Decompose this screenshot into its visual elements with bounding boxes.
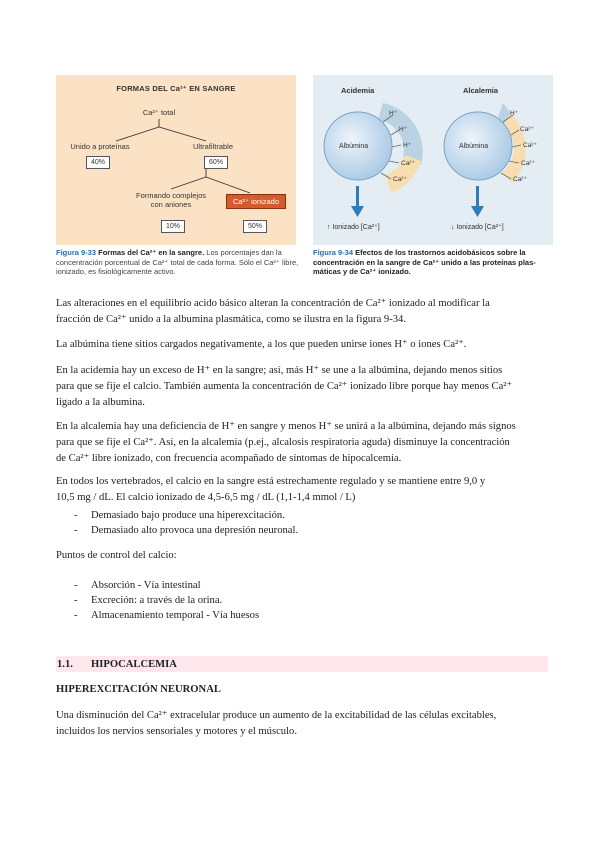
list-item: Excreción: a través de la orina. (91, 595, 223, 606)
figure-33-caption (56, 248, 300, 277)
ca-r1: Ca²⁺ (520, 126, 534, 133)
paragraph-albumin: La albúmina tiene sitios cargados negativamente, a los que pueden unirse iones H⁺ o iones Ca²⁺. (56, 339, 467, 350)
caption-33-number: Figura 9-33 (56, 248, 97, 257)
ionized-ca-box: Ca²⁺ ionizado (226, 194, 286, 209)
paragraph-hypocalcemia (56, 708, 548, 740)
p7-line-2: incluidos los nervios sensoriales y motores y el músculo. (56, 726, 297, 737)
p5-line-1: En todos los vertebrados, el calcio en la sangre está estrechamente regulado y se mantiene entre 9,0 y (56, 476, 486, 487)
ca-l1: Ca²⁺ (401, 160, 415, 167)
down-arrow-glyph: ↓ (451, 224, 455, 231)
ultrafiltrable-pct: 60% (204, 156, 228, 169)
bound-pct: 40% (86, 156, 110, 169)
figure-34-caption (313, 248, 557, 277)
caption-33-text-2: concentración porcentual de Ca²⁺ total de cada forma. Sólo el Ca²⁺ libre, (56, 257, 299, 267)
caption-33-text-3: ionizado, es fisiológicamente activo. (56, 267, 176, 276)
paragraph-regulation (56, 474, 548, 506)
paragraph-acid-base (56, 296, 548, 328)
left-result (327, 223, 380, 231)
ca-r4: Ca²⁺ (513, 176, 527, 183)
p3-line-3: ligado a la albumina. (56, 397, 145, 408)
caption-33-text-1: Los porcentajes dan la (204, 248, 282, 257)
p4-line-3: de Ca²⁺ libre ionizado, con frecuencia acompañado de síntomas de hipocalcemia. (56, 453, 402, 464)
complexes-pct: 10% (161, 220, 185, 233)
list-marker: - (74, 580, 78, 591)
hplus-l2: H⁺ (399, 126, 408, 133)
caption-34-line-2: concentración en la sangre de Ca²⁺ unido a las proteínas plas- (313, 257, 536, 267)
albumin-diagram (313, 75, 553, 245)
caption-33-title: Formas del Ca²⁺ en la sangre. (98, 248, 205, 257)
p1-line-1: Las alteraciones en el equilibrio acido básico alteran la concentración de Ca²⁺ ionizado al modificar la (56, 298, 490, 309)
albumin-label-right: Albúmina (459, 143, 489, 150)
list-marker: - (74, 525, 78, 536)
list-item: Absorción - Vía intestinal (91, 580, 201, 591)
figure-ca-forms (56, 75, 296, 245)
bound-label: Unido a proteínas (70, 142, 130, 151)
list-marker: - (74, 510, 78, 521)
list-item: Demasiado alto provoca una depresión neuronal. (91, 525, 299, 536)
list-item: Demasiado bajo produce una hiperexcitación. (91, 510, 285, 521)
alcalemia-title: Alcalemia (463, 86, 499, 95)
p7-line-1: Una disminución del Ca²⁺ extracelular produce un aumento de la excitabilidad de las células excitables, (56, 710, 497, 721)
arrow-right-down (471, 186, 484, 217)
p5-line-2: 10,5 mg / dL. El calcio ionizado de 4,5-6,5 mg / dL (1,1-1,4 mmol / L) (56, 492, 356, 503)
hplus-l3: H⁺ (403, 142, 412, 149)
acidemia-title: Acidemia (341, 86, 375, 95)
paragraph-acidemia (56, 363, 548, 411)
up-arrow-glyph: ↑ (327, 224, 331, 231)
ca-r2: Ca²⁺ (523, 142, 537, 149)
p4-line-1: En la alcalemia hay una deficiencia de H⁺ en sangre y menos H⁺ se unirá a la albúmina, dejando más signos (56, 421, 516, 432)
list-marker: - (74, 610, 78, 621)
ca-l2: Ca²⁺ (393, 176, 407, 183)
p1-line-2: fracción de Ca²⁺ unido a la albumina plasmática, como se ilustra en la figura 9-34. (56, 314, 407, 325)
section-title: HIPOCALCEMIA (91, 659, 177, 670)
hplus-r1: H⁺ (510, 110, 519, 117)
caption-34-line-1: Efectos de los trastornos acidobásicos sobre la (355, 248, 526, 257)
figure-33-title: FORMAS DEL Ca²⁺ EN SANGRE (116, 84, 236, 93)
ionized-pct: 50% (243, 220, 267, 233)
hplus-l1: H⁺ (389, 110, 398, 117)
caption-34-number: Figura 9-34 (313, 248, 354, 257)
complexes-label-1: Formando complejos (135, 191, 207, 200)
paragraph-control-points: Puntos de control del calcio: (56, 550, 177, 561)
left-result-text: Ionizado [Ca²⁺] (332, 224, 380, 231)
arrow-left-down (351, 186, 364, 217)
caption-34-line-3: máticas y de Ca²⁺ ionizado. (313, 267, 411, 276)
right-result (451, 223, 504, 231)
paragraph-alcalemia (56, 419, 548, 467)
ultrafiltrable-label: Ultrafiltrable (192, 142, 233, 151)
subheading: HIPEREXCITACIÓN NEURONAL (56, 684, 221, 695)
p3-line-1: En la acidemia hay un exceso de H⁺ en la sangre; así, más H⁺ se une a la albúmina, dejando menos sitios (56, 365, 503, 376)
ca-r3: Ca²⁺ (521, 160, 535, 167)
albumin-label-left: Albúmina (339, 143, 369, 150)
figure-acid-base (313, 75, 553, 245)
total-ca-label: Ca²⁺ total (142, 108, 176, 117)
p3-line-2: para que se fije el calcio. También aumenta la concentración de Ca²⁺ ionizado libre porque hay menos Ca²⁺ (56, 381, 513, 392)
list-item: Almacenamiento temporal - Vía huesos (91, 610, 260, 621)
list-marker: - (74, 595, 78, 606)
right-result-text: Ionizado [Ca²⁺] (456, 224, 504, 231)
section-number: 1.1. (57, 659, 73, 670)
complexes-label-2: con aniones (150, 200, 192, 209)
p4-line-2: para que se fije el Ca²⁺. Así, en la alcalemia (p.ej., alcalosis respiratoria aguda) disminuye la concentración (56, 437, 510, 448)
